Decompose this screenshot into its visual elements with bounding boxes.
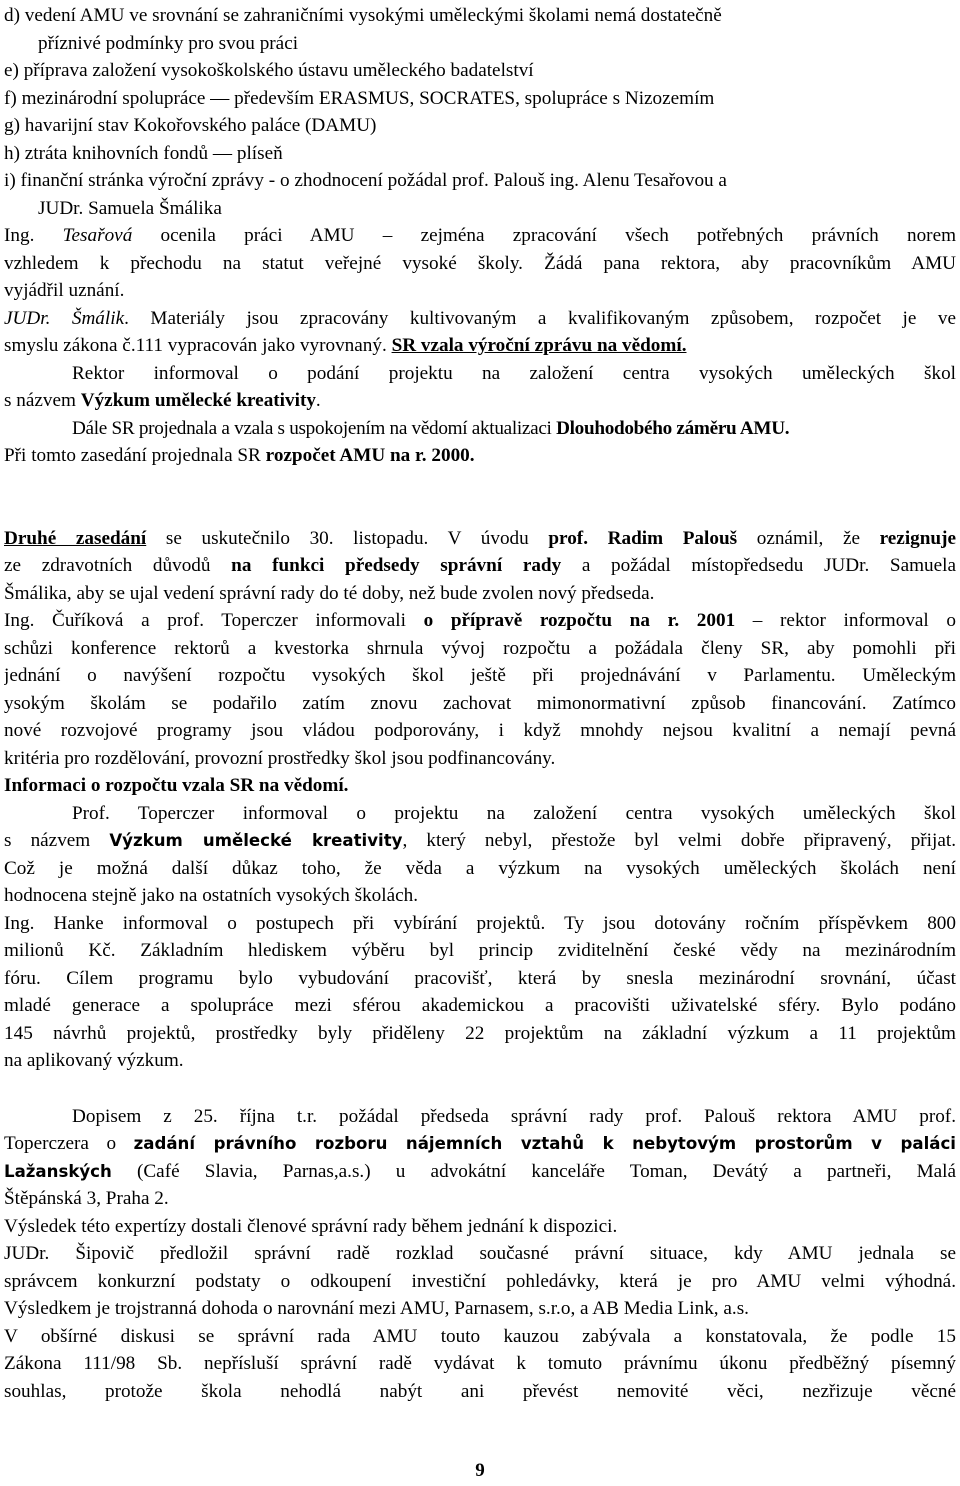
text-run: kritéria pro rozdělování, provozní prostředky škol jsou podfinancovány.: [4, 747, 556, 769]
paragraph-line: [4, 965, 956, 993]
text-run: Toperczera o: [4, 1133, 134, 1154]
text-run: Ing.: [4, 225, 63, 246]
list-item-e: [4, 57, 956, 85]
text-run: Druhé zasedání: [4, 527, 147, 549]
text-run: Ing. Čuříková a prof. Toperczer informovali: [4, 610, 424, 631]
paragraph-line: [4, 387, 956, 415]
list-item-text: i) finanční stránka výroční zprávy - o zhodnocení požádal prof. Palouš ing. Alenu Tesařovou a: [4, 170, 727, 191]
paragraph-line: [4, 1047, 956, 1075]
paragraph-line: [4, 1185, 956, 1213]
paragraph-line: [4, 772, 956, 800]
text-run: Zákona 111/98 Sb. nepřísluší správní radě vydávat k tomuto právnímu úkonu předběžný písemný: [4, 1353, 956, 1374]
text-run: souhlas, protože škola nehodlá nabýt ani převést nemovité věci, nezřizuje věcné: [4, 1380, 956, 1402]
text-run: milionů Kč. Základním hlediskem výběru byl princip zviditelnění české vědy na mezinárodním: [4, 940, 956, 961]
document-page: [4, 2, 956, 1405]
list-item-text: f) mezinárodní spolupráce — především ERASMUS, SOCRATES, spolupráce s Nizozemím: [4, 87, 715, 109]
paragraph-line: [4, 992, 956, 1020]
list-item-text: h) ztráta knihovních fondů — plíseň: [4, 142, 283, 164]
paragraph-line: [4, 1158, 956, 1186]
text-run: smyslu zákona č.111 vypracován jako vyrovnaný.: [4, 335, 392, 356]
list-item-i-cont: [4, 195, 956, 223]
text-run: a požádal místopředsedu JUDr. Samuela: [561, 555, 956, 576]
list-item-i: [4, 167, 956, 195]
text-run: jednání o navýšení rozpočtu vysokých škol ještě při projednávání v Parlamentu. Uměleckým: [4, 665, 956, 686]
text-run: Výsledkem je trojstranná dohoda o narovnání mezi AMU, Parnasem, s.r.o, a AB Media Link, a.s.: [4, 1298, 749, 1319]
text-run: zadání právního rozboru nájemních vztahů k nebytovým prostorům v paláci: [133, 1134, 956, 1153]
list-item-f: [4, 85, 956, 113]
paragraph-line: [4, 745, 956, 773]
list-item-text: d) vedení AMU ve srovnání se zahraničními vysokými uměleckými školami nemá dostatečně: [4, 5, 722, 26]
paragraph-line: [4, 800, 956, 828]
page-number: 9: [475, 1460, 485, 1481]
text-run: Lažanských: [4, 1161, 112, 1181]
text-run: prof.: [548, 527, 588, 549]
list-item-h: [4, 140, 956, 168]
text-run: nové rozvojové programy jsou vládou podporovány, i když mnohdy nejsou kvalitní a nemají pevná: [4, 720, 956, 741]
paragraph-line: [4, 910, 956, 938]
text-run: Dopisem z 25. října t.r. požádal předseda správní rady prof. Palouš rektora AMU prof.: [72, 1105, 956, 1127]
list-item-text: g) havarijní stav Kokořovského paláce (DAMU): [4, 115, 377, 136]
paragraph-line: [4, 882, 956, 910]
text-run: vyjádřil uznání.: [4, 280, 125, 301]
paragraph-line: [4, 662, 956, 690]
text-run: mladé generace a spolupráce mezi sférou akademickou a pracovišti uživatelské sféry. Bylo podáno: [4, 995, 956, 1016]
text-run: Výzkum umělecké kreativity: [80, 390, 316, 411]
paragraph-line: [4, 222, 956, 250]
list-item-text: e) příprava založení vysokoškolského ústavu uměleckého badatelství: [4, 60, 534, 81]
paragraph-line: [4, 580, 956, 608]
list-item-text: JUDr. Samuela Šmálika: [38, 197, 222, 219]
paragraph-line: [4, 1213, 956, 1241]
text-run: . Materiály jsou zpracovány kultivovaným a kvalifikovaným způsobem, rozpočet je ve: [124, 307, 956, 329]
paragraph-line: [4, 332, 956, 360]
text-run: ze zdravotních důvodů: [4, 555, 232, 576]
paragraph-line: [4, 717, 956, 745]
text-run: 145 návrhů projektů, prostředky byly přiděleny 22 projektům na základní výzkum a 11 projektům: [4, 1022, 956, 1044]
list-item-g: [4, 112, 956, 140]
paragraph-line: [4, 690, 956, 718]
paragraph-line: [4, 1130, 956, 1158]
paragraph-line: [4, 607, 956, 635]
text-run: Dlouhodobého záměru AMU.: [556, 417, 790, 439]
text-run: ysokým školám se podařilo zatím znovu zachovat mimonormativní způsob financování. Zatímco: [4, 692, 956, 714]
text-run: Tesařová: [62, 225, 133, 246]
paragraph-line: [4, 1295, 956, 1323]
spacer: [4, 470, 956, 525]
text-run: schůzi konference rektorů a kvestorka shrnula vývoj rozpočtu a požádala členy SR, aby pomohli při: [4, 637, 956, 659]
text-run: Radim Palouš: [607, 527, 738, 549]
paragraph-line: [4, 1020, 956, 1048]
text-run: Rektor informoval o podání projektu na založení centra vysokých uměleckých škol: [72, 362, 956, 384]
paragraph-line: [4, 305, 956, 333]
paragraph-line: [4, 635, 956, 663]
text-run: o přípravě rozpočtu na r.: [423, 610, 680, 631]
text-run: (Café Slavia, Parnas,a.s.) u advokátní kanceláře Toman, Devátý a partneři, Malá: [111, 1160, 956, 1182]
text-run: Při tomto zasedání projednala SR: [4, 445, 266, 466]
paragraph-line: [4, 1268, 956, 1296]
paragraph-line: [4, 1378, 956, 1406]
text-run: oznámil, že: [737, 527, 880, 549]
paragraph-line: [4, 415, 956, 443]
text-run: Což je možná další důkaz toho, že věda a výzkum na vysokých uměleckých školách není: [4, 857, 956, 879]
paragraph-line: [4, 827, 956, 855]
text-run: Informaci o rozpočtu vzala SR na vědomí.: [4, 775, 349, 796]
text-run: Dále SR projednala a vzala s uspokojením na vědomí aktualizaci: [72, 417, 557, 439]
text-run: V obšírné diskusi se správní rada AMU touto kauzou zabývala a konstatovala, že podle 15: [4, 1325, 956, 1347]
text-run: JUDr. Šipovič předložil správní radě rozklad současné právní situace, kdy AMU jednala se: [4, 1243, 956, 1264]
text-run: ocenila práci AMU – zejména zpracování všech potřebných právních norem: [132, 225, 956, 246]
text-run: – rektor informoval o: [735, 610, 956, 631]
text-run: Štěpánská 3, Praha 2.: [4, 1188, 169, 1209]
text-run: [588, 528, 608, 549]
paragraph-line: [4, 1350, 956, 1378]
list-item-text: příznivé podmínky pro svou práci: [38, 32, 299, 54]
text-run: fóru. Cílem programu bylo vybudování pracovišť, která by snesla mezinárodní srovnání, účast: [4, 967, 956, 989]
spacer: [4, 1075, 956, 1103]
paragraph-line: [4, 937, 956, 965]
text-run: na aplikovaný výzkum.: [4, 1050, 184, 1071]
text-run: s názvem: [4, 830, 110, 851]
text-run: hodnocena stejně jako na ostatních vysokých školách.: [4, 885, 419, 906]
list-item-d-cont: [4, 30, 956, 58]
paragraph-line: [4, 442, 956, 470]
text-run: SR vzala výroční zprávu na vědomí.: [391, 335, 687, 356]
text-run: Výsledek této expertízy dostali členové správní rady během jednání k dispozici.: [4, 1215, 618, 1237]
text-run: 2001: [696, 610, 736, 631]
paragraph-line: [4, 855, 956, 883]
text-run: Výzkum umělecké kreativity: [109, 831, 403, 850]
text-run: rozpočet AMU na r. 2000.: [265, 445, 475, 466]
text-run: se uskutečnilo 30. listopadu. V úvodu: [146, 527, 549, 549]
text-run: Prof. Toperczer informoval o projektu na založení centra vysokých uměleckých škol: [72, 802, 956, 824]
paragraph-line: [4, 1103, 956, 1131]
paragraph-line: [4, 277, 956, 305]
text-run: Ing. Hanke informoval o postupech při vybírání projektů. Ty jsou dotovány ročním příspěvkem 800: [4, 912, 956, 934]
text-run: .: [315, 390, 321, 411]
paragraph-line: [4, 1323, 956, 1351]
paragraph-line: [4, 552, 956, 580]
text-run: , který nebyl, přestože byl velmi dobře připravený, přijat.: [402, 830, 956, 851]
text-run: [679, 610, 697, 631]
text-run: rezignuje: [879, 527, 956, 549]
text-run: Šmálika, aby se ujal vedení správní rady do té doby, než bude zvolen nový předseda.: [4, 582, 655, 604]
paragraph-line: [4, 525, 956, 553]
paragraph-line: [4, 1240, 956, 1268]
text-run: správcem konkurzní podstaty o odkoupení investiční pohledávky, která je pro AMU velmi výhodná.: [4, 1270, 956, 1292]
text-run: na funkci předsedy správní rady: [231, 555, 562, 576]
text-run: JUDr. Šmálik: [4, 307, 125, 329]
text-run: vzhledem k přechodu na statut veřejné vysoké školy.: [4, 252, 545, 274]
text-run: s názvem: [4, 390, 81, 411]
text-run: Žádá pana rektora, aby pracovníkům AMU: [544, 252, 956, 274]
paragraph-line: [4, 250, 956, 278]
paragraph-line: [4, 360, 956, 388]
list-item-d: [4, 2, 956, 30]
